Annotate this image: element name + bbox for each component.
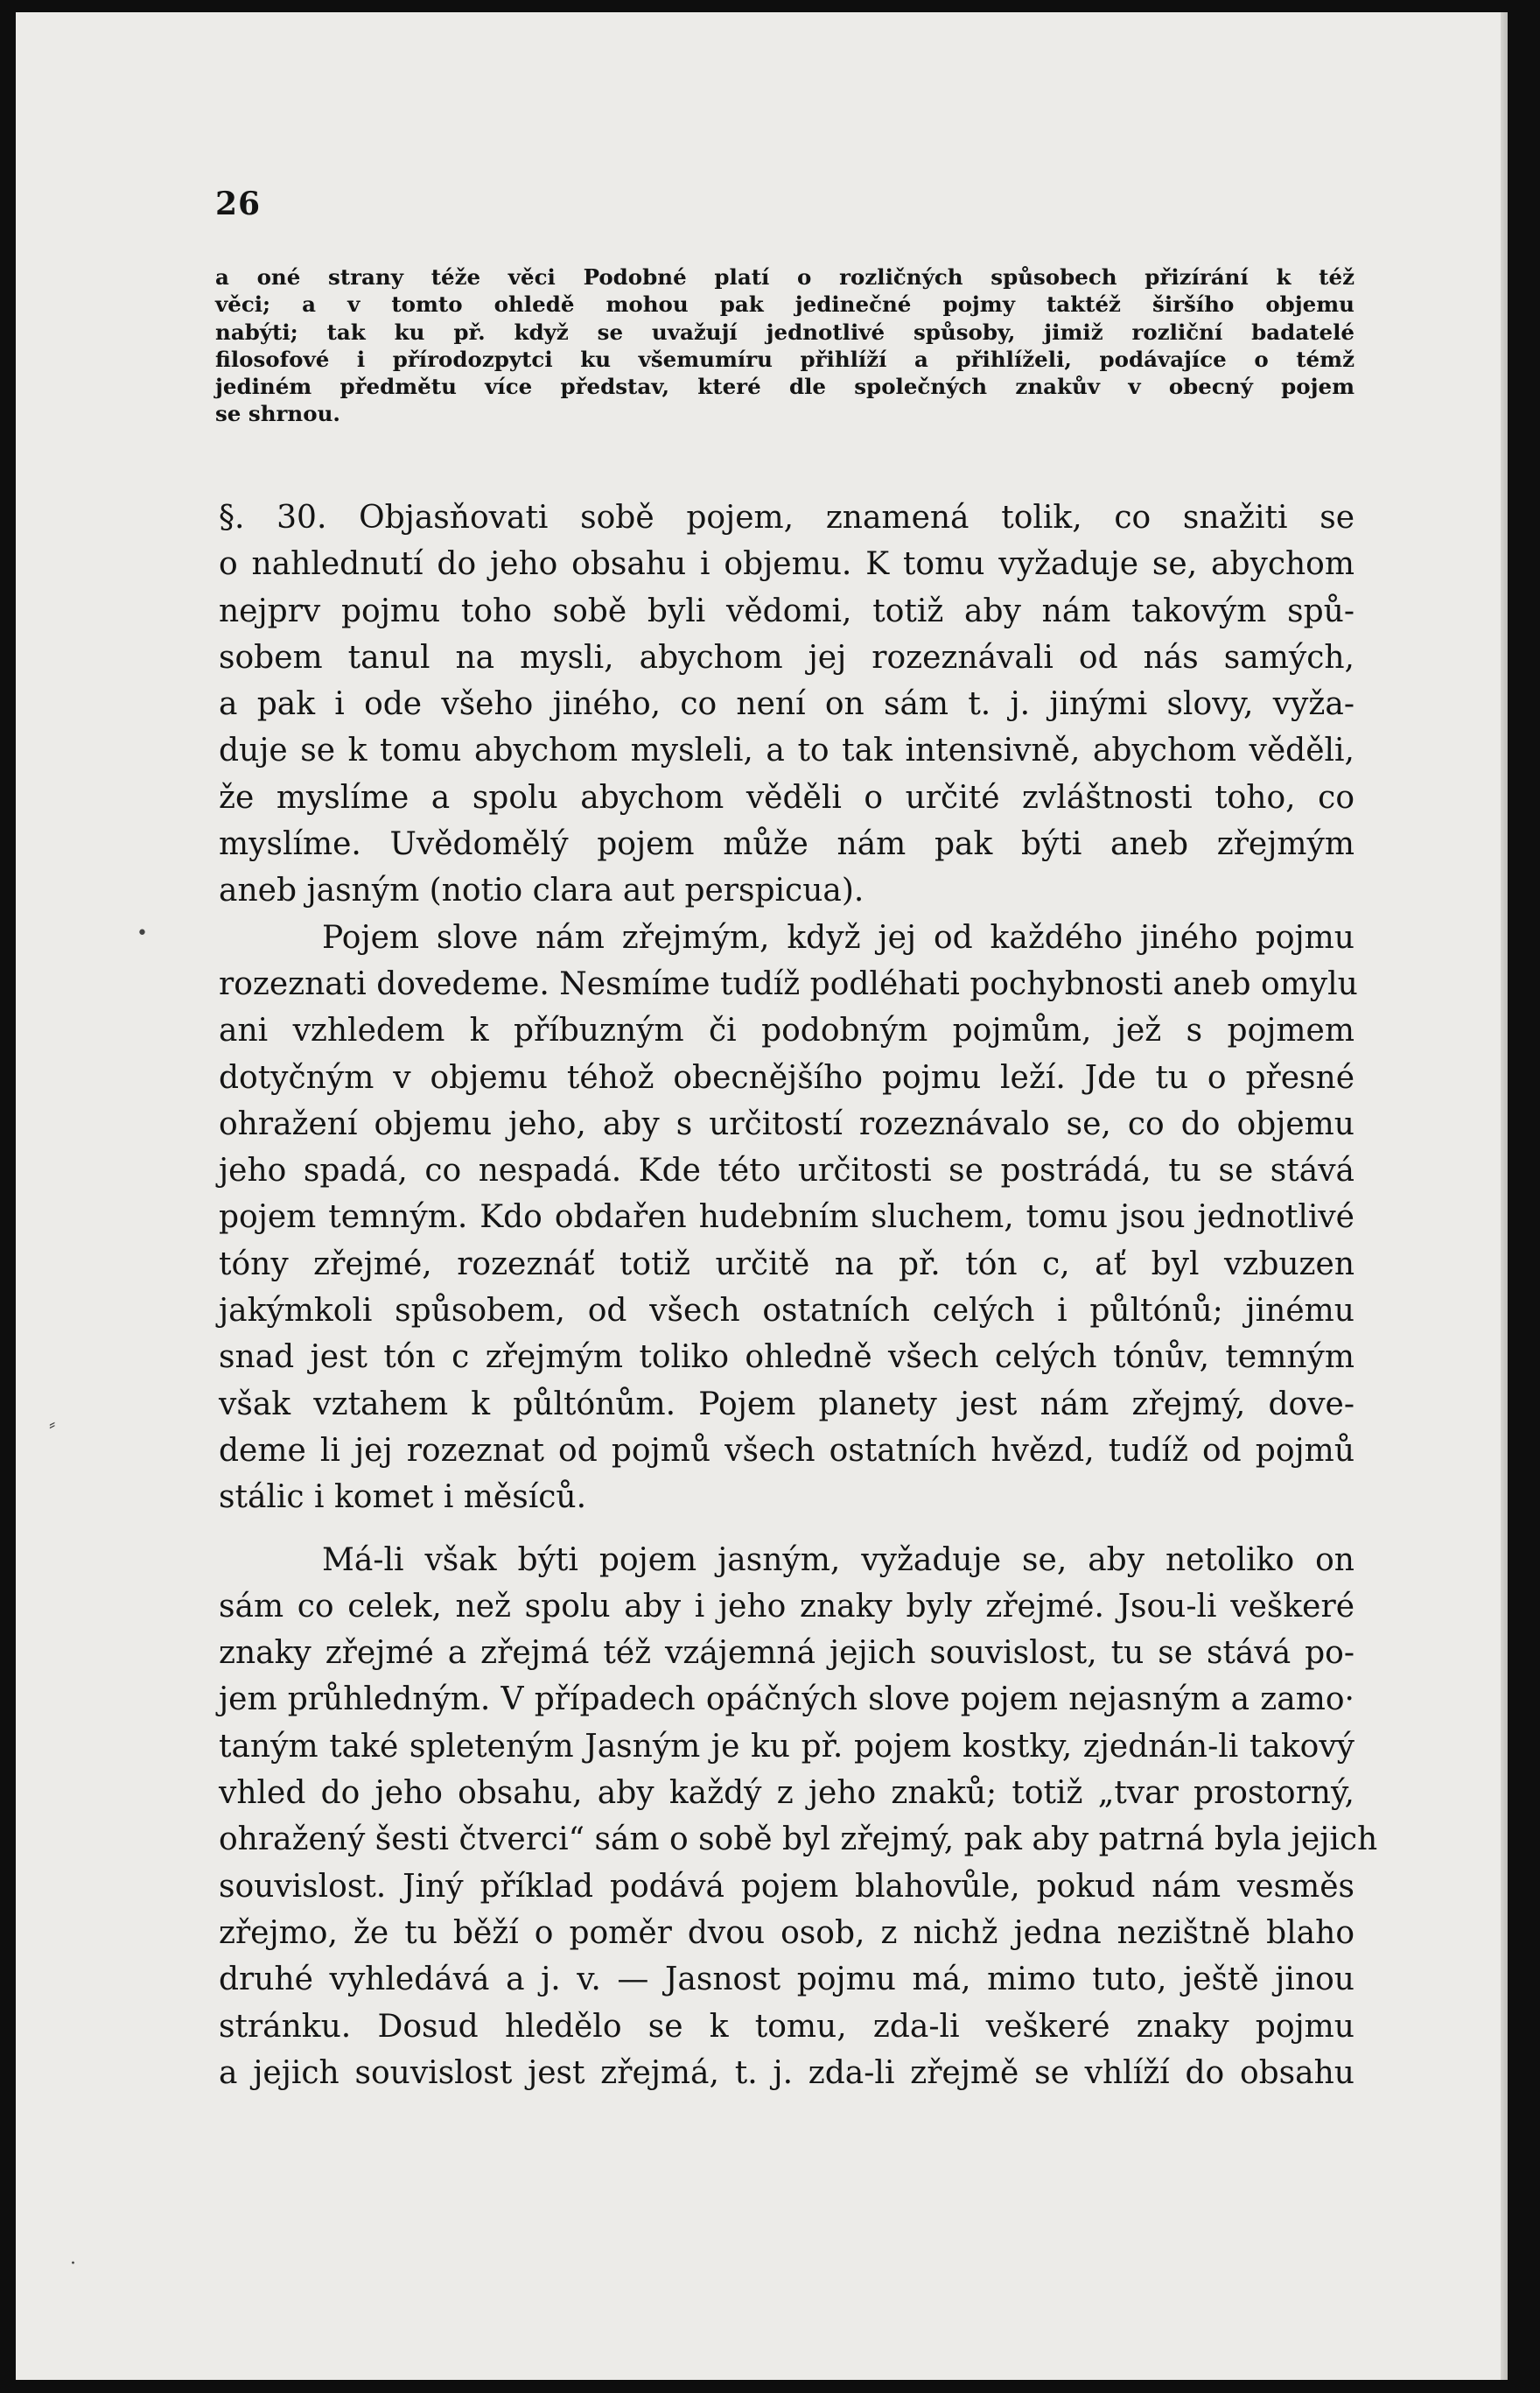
scanned-book-page <box>16 12 1508 2380</box>
text-line: filosofové i přírodozpytci ku všemumíru přihlíží a přihlíželi, podávajíce o témž <box>215 346 1354 372</box>
margin-scratch-mark: · <box>70 2253 76 2275</box>
text-line: jeho spadá, co nespadá. Kde této určitosti se postrádá, tu se stává <box>219 1153 1354 1189</box>
section-30-paragraph <box>219 495 1354 915</box>
text-line: ohražení objemu jeho, aby s určitostí rozeznávalo se, co do objemu <box>219 1105 1354 1142</box>
text-line: nejprv pojmu toho sobě byli vědomi, totiž aby nám takovým spů- <box>219 593 1354 629</box>
text-line: a pak i ode všeho jiného, co není on sám t. j. jinými slovy, vyža- <box>219 686 1354 723</box>
intro-paragraph <box>215 263 1354 428</box>
text-line: ohražený šesti čtverci“ sám o sobě byl zřejmý, pak aby patrná byla jejich <box>219 1821 1378 1858</box>
margin-scratch-mark: ⸗ <box>49 1414 56 1435</box>
text-line: sobem tanul na mysli, abychom jej rozeznávali od nás samých, <box>219 639 1354 676</box>
text-line: souvislost. Jiný příklad podává pojem blahovůle, pokud nám vesměs <box>219 1868 1354 1905</box>
text-line: sám co celek, než spolu aby i jeho znaky byly zřejmé. Jsou-li veškeré <box>219 1588 1354 1625</box>
main-text <box>219 495 1378 2096</box>
text-line: znaky zřejmé a zřejmá též vzájemná jejich souvislost, tu se stává po- <box>219 1635 1354 1672</box>
text-line: a oné strany téže věci Podobné platí o rozličných spůsobech přizírání k též <box>215 264 1354 290</box>
text-line: že myslíme a spolu abychom věděli o určité zvláštnosti toho, co <box>219 779 1354 816</box>
text-line: duje se k tomu abychom mysleli, a to tak intensivně, abychom věděli, <box>219 733 1354 769</box>
text-line: jediném předmětu více představ, které dle společných znakův v obecný pojem <box>215 374 1354 400</box>
text-line: však vztahem k půltónům. Pojem planety jest nám zřejmý, dove- <box>219 1386 1354 1422</box>
jasny-paragraph <box>219 1537 1378 2097</box>
text-line: zřejmo, že tu běží o poměr dvou osob, z nichž jedna nezištně blaho <box>219 1914 1354 1951</box>
text-line: Má-li však býti pojem jasným, vyžaduje se, aby netoliko on <box>322 1541 1354 1578</box>
text-line: nabýti; tak ku př. když se uvažují jednotlivé spůsoby, jimiž rozliční badatelé <box>215 319 1354 345</box>
zrejmy-paragraph <box>219 915 1358 1521</box>
text-line: druhé vyhledává a j. v. — Jasnost pojmu má, mimo tuto, ještě jinou <box>219 1961 1354 1998</box>
margin-dot-mark: • <box>136 923 148 944</box>
text-line: dotyčným v objemu téhož obecnějšího pojmu leží. Jde tu o přesné <box>219 1059 1354 1096</box>
text-line: se shrnou. <box>215 401 340 427</box>
text-line: pojem temným. Kdo obdařen hudebním sluchem, tomu jsou jednotlivé <box>219 1199 1354 1236</box>
text-line: aneb jasným (notio clara aut perspicua). <box>219 873 864 909</box>
text-line: rozeznati dovedeme. Nesmíme tudíž podléhati pochybnosti aneb omylu <box>219 965 1358 1002</box>
text-line: a jejich souvislost jest zřejmá, t. j. zda-li zřejmě se vhlíží do obsahu <box>219 2054 1354 2091</box>
text-line: deme li jej rozeznat od pojmů všech ostatních hvězd, tudíž od pojmů <box>219 1432 1354 1469</box>
text-line: snad jest tón c zřejmým toliko ohledně všech celých tónův, temným <box>219 1339 1354 1376</box>
text-line: Pojem slove nám zřejmým, když jej od každého jiného pojmu <box>322 919 1354 956</box>
text-line: vhled do jeho obsahu, aby každý z jeho znaků; totiž „tvar prostorný, <box>219 1775 1354 1812</box>
text-line: stránku. Dosud hledělo se k tomu, zda-li veškeré znaky pojmu <box>219 2008 1354 2045</box>
page-number: 26 <box>215 186 262 222</box>
text-line: jem průhledným. V případech opáčných slove pojem nejasným a zamo· <box>219 1681 1354 1718</box>
text-line: ani vzhledem k příbuzným či podobným pojmům, jež s pojmem <box>219 1013 1354 1049</box>
text-line: tóny zřejmé, rozeznáť totiž určitě na př. tón c, ať byl vzbuzen <box>219 1246 1354 1282</box>
text-line: o nahlednutí do jeho obsahu i objemu. K tomu vyžaduje se, abychom <box>219 546 1354 583</box>
text-line: §. 30. Objasňovati sobě pojem, znamená tolik, co snažiti se <box>219 500 1354 536</box>
text-line: myslíme. Uvědomělý pojem může nám pak býti aneb zřejmým <box>219 826 1354 863</box>
text-line: jakýmkoli spůsobem, od všech ostatních celých i půltónů; jinému <box>219 1293 1354 1330</box>
page-edge-shadow <box>1501 12 1508 2380</box>
text-line: stálic i komet i měsíců. <box>219 1479 587 1516</box>
text-line: taným také spleteným Jasným je ku př. pojem kostky, zjednán-li takový <box>219 1728 1354 1765</box>
text-line: věci; a v tomto ohledě mohou pak jedinečné pojmy taktéž širšího objemu <box>215 291 1354 318</box>
